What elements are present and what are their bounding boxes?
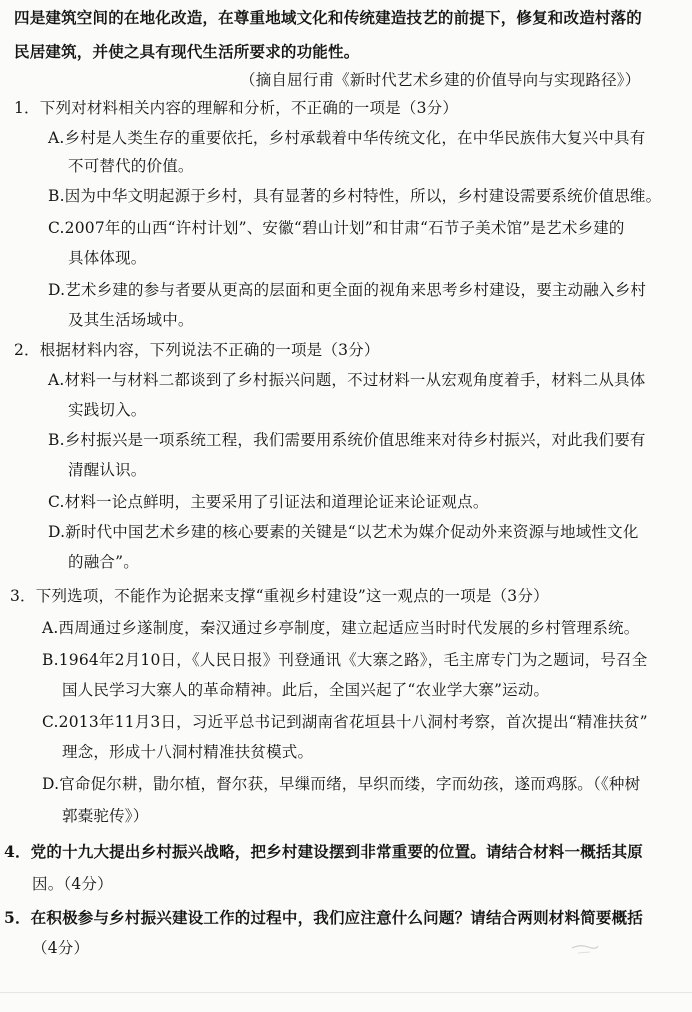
q3-option-c-cont: 理念，形成十八洞村精准扶贫模式。 <box>62 743 314 761</box>
q2-option-d: D.新时代中国艺术乡建的核心要素的关键是“以艺术为媒介促动外来资源与地域性文化 <box>48 523 639 541</box>
q2-option-d-cont: 的融合”。 <box>68 553 139 571</box>
q5-stem-cont: （4分） <box>32 939 90 957</box>
q1-stem: 1．下列对材料相关内容的理解和分析，不正确的一项是（3分） <box>14 99 459 117</box>
q2-option-a-cont: 实践切入。 <box>68 401 147 419</box>
q2-stem: 2．根据材料内容，下列说法不正确的一项是（3分） <box>14 341 380 359</box>
q3-option-d-cont: 郭橐驼传》） <box>62 807 149 825</box>
q2-option-b-cont: 清醒认识。 <box>68 461 147 479</box>
intro-line-2: 民居建筑，并使之具有现代生活所要求的功能性。 <box>14 42 360 61</box>
intro-line-1: 四是建筑空间的在地化改造，在尊重地域文化和传统建造技艺的前提下，修复和改造村落的 <box>14 8 643 27</box>
q1-option-a-cont: 不可替代的价值。 <box>68 157 194 175</box>
q1-option-d-cont: 及其生活场域中。 <box>68 311 194 329</box>
q3-stem: 3．下列选项，不能作为论据来支撑“重视乡村建设”这一观点的一项是（3分） <box>10 587 549 605</box>
q4-stem-cont: 因。（4分） <box>32 875 113 893</box>
q3-option-a: A.西周通过乡遂制度，秦汉通过乡亭制度，建立起适应当时时代发展的乡村管理系统。 <box>42 619 640 637</box>
citation: （摘自屈行甫《新时代艺术乡建的价值导向与实现路径》） <box>240 71 641 89</box>
q3-option-c: C.2013年11月3日，习近平总书记到湖南省花垣县十八洞村考察，首次提出“精准扶贫” <box>42 713 648 731</box>
q5-stem: 5．在积极参与乡村振兴建设工作的过程中，我们应注意什么问题？请结合两则材料简要概括 <box>4 908 643 927</box>
page-bottom-divider <box>0 992 692 993</box>
q1-option-a: A.乡村是人类生存的重要依托，乡村承载着中华传统文化，在中华民族伟大复兴中具有 <box>48 129 646 147</box>
q2-option-a: A.材料一与材料二都谈到了乡村振兴问题，不过材料一从宏观角度着手，材料二从具体 <box>48 371 646 389</box>
q1-option-b: B.因为中华文明起源于乡村，具有显著的乡村特性，所以，乡村建设需要系统价值思维。 <box>48 187 662 205</box>
q1-option-c-cont: 具体体现。 <box>68 249 147 267</box>
q1-option-c: C.2007年的山西“许村计划”、安徽“碧山计划”和甘肃“石节子美术馆”是艺术乡建的 <box>48 219 625 237</box>
scan-smudge <box>570 940 600 958</box>
q2-option-b: B.乡村振兴是一项系统工程，我们需要用系统价值思维来对待乡村振兴，对此我们要有 <box>48 431 646 449</box>
q3-option-b: B.1964年2月10日，《人民日报》刊登通讯《大寨之路》，毛主席专门为之题词，号召全 <box>42 651 648 669</box>
q3-option-d: D.官命促尔耕，勖尔植，督尔获，早缫而绪，早织而缕，字而幼孩，遂而鸡豚。（《种树 <box>42 775 641 793</box>
q2-option-c: C.材料一论点鲜明，主要采用了引证法和道理论证来论证观点。 <box>48 493 489 511</box>
q3-option-b-cont: 国人民学习大寨人的革命精神。此后，全国兴起了“农业学大寨”运动。 <box>62 681 550 699</box>
q4-stem: 4．党的十九大提出乡村振兴战略，把乡村建设摆到非常重要的位置。请结合材料一概括其原 <box>4 842 643 861</box>
q1-option-d: D.艺术乡建的参与者要从更高的层面和更全面的视角来思考乡村建设，要主动融入乡村 <box>48 281 647 299</box>
